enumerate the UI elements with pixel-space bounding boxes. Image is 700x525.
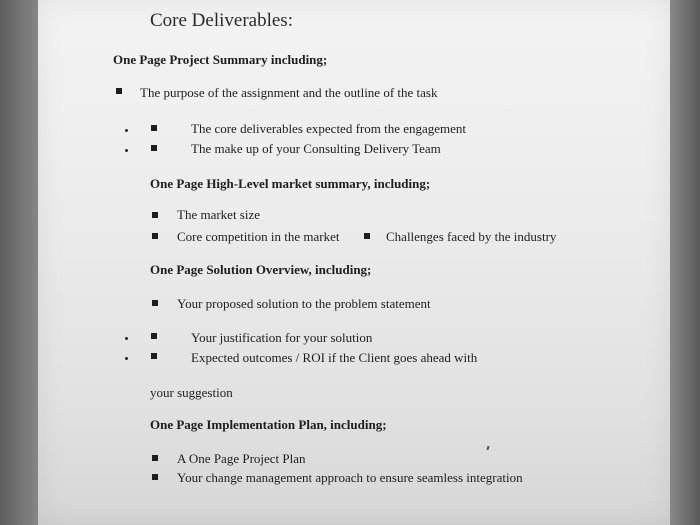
bullet-dot-icon [125, 337, 128, 340]
list-item: Core competition in the market [177, 229, 340, 244]
list-item-continuation: your suggestion [150, 385, 233, 400]
section-heading-implementation-plan: One Page Implementation Plan, including; [150, 417, 387, 432]
section-heading-solution-overview: One Page Solution Overview, including; [150, 262, 372, 277]
bullet-square-icon [152, 212, 158, 218]
bullet-square-icon [151, 333, 157, 339]
list-item: Challenges faced by the industry [386, 229, 557, 244]
bullet-dot-icon [125, 129, 128, 132]
bullet-square-icon [151, 125, 157, 131]
bullet-square-icon [116, 88, 122, 94]
bullet-dot-icon [125, 149, 128, 152]
list-item: Your change management approach to ensure seamless integration [177, 470, 523, 485]
list-item: The purpose of the assignment and the outline of the task [140, 85, 438, 100]
section-heading-project-summary: One Page Project Summary including; [113, 52, 328, 67]
bullet-square-icon [151, 353, 157, 359]
list-item: A One Page Project Plan [177, 451, 306, 466]
section-heading-market-summary: One Page High-Level market summary, including; [150, 176, 431, 191]
bullet-square-icon [152, 300, 158, 306]
bullet-square-icon [364, 233, 370, 239]
list-item: Expected outcomes / ROI if the Client goes ahead with [191, 350, 478, 365]
bullet-square-icon [152, 474, 158, 480]
page-title: Core Deliverables: [150, 10, 293, 31]
list-item: The make up of your Consulting Delivery Team [191, 141, 441, 156]
bullet-square-icon [152, 233, 158, 239]
bullet-dot-icon [125, 357, 128, 360]
bullet-square-icon [152, 455, 158, 461]
list-item: Your justification for your solution [191, 330, 373, 345]
list-item: The market size [177, 207, 261, 222]
bullet-square-icon [151, 145, 157, 151]
list-item: The core deliverables expected from the engagement [191, 121, 467, 136]
list-item: Your proposed solution to the problem statement [177, 296, 431, 311]
